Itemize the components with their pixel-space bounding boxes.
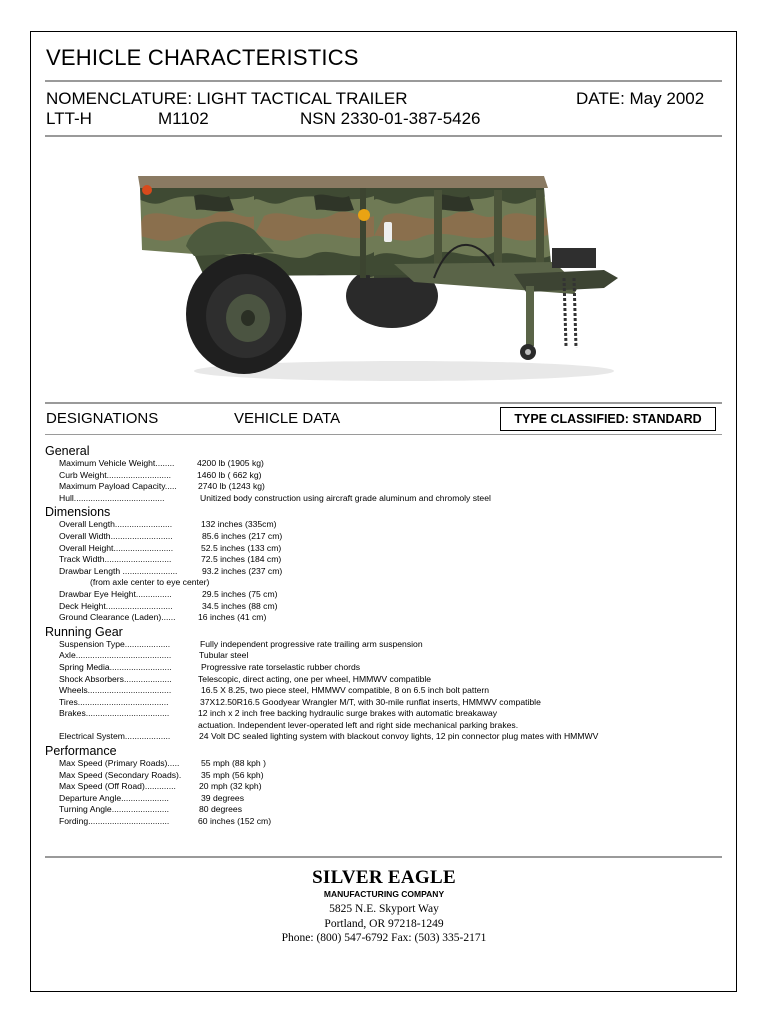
type-classified-badge: TYPE CLASSIFIED: STANDARD	[500, 407, 716, 431]
spec-value: Telescopic, direct acting, one per wheel, HMMWV compatible	[198, 673, 432, 684]
spec-label: Wheels...................................	[59, 685, 172, 696]
spec-value: 132 inches (335cm)	[201, 519, 277, 530]
spec-label: Departure Angle....................	[59, 792, 169, 803]
spec-row	[45, 804, 725, 816]
category-heading: Performance	[45, 744, 117, 759]
spec-value: 60 inches (152 cm)	[198, 816, 272, 827]
spec-row	[45, 481, 725, 493]
spec-value: 2740 lb (1243 kg)	[198, 481, 265, 492]
spec-label: Turning Angle........................	[59, 804, 170, 815]
spec-row	[45, 601, 725, 613]
category-heading: General	[45, 444, 90, 458]
spec-value: 4200 lb (1905 kg)	[197, 458, 264, 468]
spec-label: Shock Absorbers....................	[59, 673, 172, 684]
company-subtitle: MANUFACTURING COMPANY	[323, 889, 445, 899]
spec-value: 35 mph (56 kph)	[201, 769, 264, 780]
drawbar-note: (from axle center to eye center)	[90, 577, 210, 588]
nsn: NSN 2330-01-387-5426	[300, 109, 481, 128]
spec-row	[45, 708, 725, 720]
nomenclature: NOMENCLATURE: LIGHT TACTICAL TRAILER	[46, 89, 408, 108]
spec-label: Maximum Vehicle Weight........	[59, 458, 175, 468]
brakes-continuation: actuation. Independent lever-operated left and right side mechanical parking brakes.	[198, 719, 519, 730]
model-number: M1102	[158, 109, 209, 128]
spec-label: Drawbar Eye Height...............	[59, 588, 172, 599]
spec-row	[45, 685, 725, 697]
spec-row	[45, 566, 725, 578]
spec-label: Hull......................................	[59, 492, 165, 503]
spec-list	[45, 443, 725, 828]
spec-value: 29.5 inches (75 cm)	[202, 588, 278, 599]
city-address: Portland, OR 97218-1249	[324, 918, 444, 930]
spec-label: Max Speed (Primary Roads).....	[59, 758, 180, 769]
spec-row	[45, 493, 725, 505]
spec-row	[45, 674, 725, 686]
spec-label: Electrical System...................	[59, 731, 171, 742]
spec-label: Brakes...................................	[59, 708, 170, 719]
spec-label: Fording..................................	[59, 816, 170, 827]
model-code: LTT-H	[46, 109, 92, 128]
spec-row	[45, 458, 725, 470]
company-name: SILVER EAGLE	[312, 867, 456, 888]
spec-row	[45, 589, 725, 601]
spec-value: 1460 lb ( 662 kg)	[197, 469, 262, 480]
spec-row	[45, 770, 725, 782]
spec-value: 16.5 X 8.25, two piece steel, HMMWV compatible, 8 on 6.5 inch bolt pattern	[201, 685, 490, 696]
divider	[45, 135, 722, 137]
spec-label: Overall Length........................	[59, 519, 173, 530]
date: DATE: May 2002	[576, 89, 705, 108]
trailer-photo	[134, 166, 624, 384]
designations-heading: DESIGNATIONS	[46, 410, 159, 427]
spec-value: 24 Volt DC sealed lighting system with blackout convoy lights, 12 pin connector plug mates with HMMWV	[199, 731, 599, 742]
spec-label: Tires......................................	[59, 696, 169, 707]
spec-row	[45, 731, 725, 743]
spec-value: 93.2 inches (237 cm)	[202, 565, 283, 576]
divider	[45, 402, 722, 404]
category-heading: Dimensions	[45, 505, 111, 520]
spec-label: Maximum Payload Capacity.....	[59, 481, 177, 492]
spec-label: Track Width............................	[59, 554, 172, 565]
spec-row	[45, 793, 725, 805]
spec-value: 39 degrees	[201, 792, 245, 803]
spec-row	[45, 554, 725, 566]
spec-row	[45, 650, 725, 662]
spec-value: 72.5 inches (184 cm)	[201, 554, 282, 565]
spec-value: Progressive rate torselastic rubber chords	[201, 661, 361, 672]
spec-value: 80 degrees	[199, 804, 243, 815]
spec-value: 34.5 inches (88 cm)	[202, 600, 278, 611]
spec-row	[45, 639, 725, 651]
spec-row	[45, 531, 725, 543]
spec-row	[45, 697, 725, 709]
vehicle-data-heading: VEHICLE DATA	[234, 410, 341, 427]
spec-label: Max Speed (Secondary Roads).	[59, 769, 182, 780]
spec-row	[45, 662, 725, 674]
spec-value: 55 mph (88 kph )	[201, 758, 266, 769]
spec-label: Curb Weight...........................	[59, 469, 172, 480]
spec-row	[45, 781, 725, 793]
spec-label: Deck Height............................	[59, 600, 173, 611]
phone-fax: Phone: (800) 547-6792 Fax: (503) 335-2171	[281, 932, 487, 944]
spec-value: Fully independent progressive rate trailing arm suspension	[200, 638, 423, 649]
spec-row	[45, 612, 725, 624]
spec-label: Drawbar Length .......................	[59, 565, 178, 576]
spec-label: Axle........................................	[59, 650, 172, 661]
spec-row	[45, 470, 725, 482]
spec-label: Suspension Type...................	[59, 638, 171, 649]
spec-label: Overall Width..........................	[59, 530, 173, 541]
spec-value: 16 inches (41 cm)	[198, 612, 267, 623]
spec-value: 52.5 inches (133 cm)	[201, 542, 282, 553]
spec-value: Unitized body construction using aircraft grade aluminum and chromoly steel	[200, 492, 491, 503]
divider	[45, 434, 722, 435]
spec-value: 37X12.50R16.5 Goodyear Wrangler M/T, with 30-mile runflat inserts, HMMWV compatible	[200, 696, 541, 707]
spec-row	[45, 543, 725, 555]
spec-label: Ground Clearance (Laden)......	[59, 612, 176, 623]
spec-row	[45, 519, 725, 531]
spec-label: Overall Height.........................	[59, 542, 174, 553]
spec-value: 20 mph (32 kph)	[199, 781, 262, 792]
spec-label: Spring Media..........................	[59, 661, 172, 672]
spec-value: 12 inch x 2 inch free backing hydraulic surge brakes with automatic breakaway	[198, 708, 498, 719]
category-heading: Running Gear	[45, 624, 123, 639]
spec-value: Tubular steel	[199, 650, 249, 661]
divider	[45, 80, 722, 82]
page-title: VEHICLE CHARACTERISTICS	[46, 45, 359, 70]
spec-value: 85.6 inches (217 cm)	[202, 530, 283, 541]
spec-row	[45, 816, 725, 828]
street-address: 5825 N.E. Skyport Way	[329, 903, 439, 915]
divider	[45, 856, 722, 858]
spec-label: Max Speed (Off Road).............	[59, 781, 176, 792]
spec-row	[45, 758, 725, 770]
